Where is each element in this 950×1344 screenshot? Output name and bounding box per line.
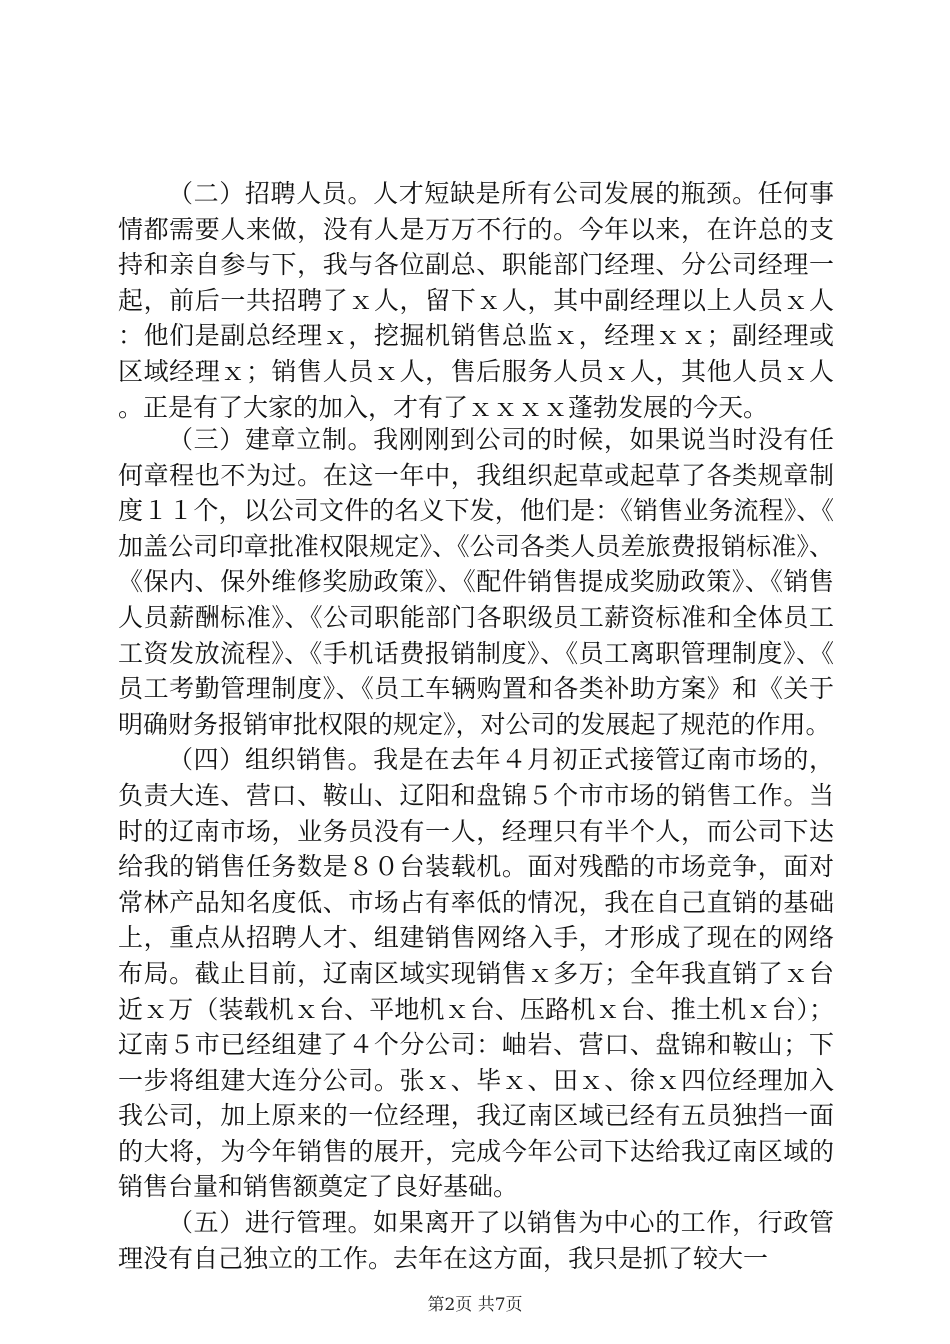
paragraph-sales: （四）组织销售。我是在去年４月初正式接管辽南市场的，负责大连、营口、鞍山、辽阳和盘锦５个市市场的销售工作。当时的辽南市场，业务员没有一人，经理只有半个人，而公司下达给我的销售任务数是８０台装载机。面对残酷的市场竞争，面对常林产品知名度低、市场占有率低的情况，我在自己直销的基础上，重点从招聘人才、组建销售网络入手，才形成了现在的网络布局。截止目前，辽南区域实现销售ｘ多万；全年我直销了ｘ台近ｘ万（装载机ｘ台、平地机ｘ台、压路机ｘ台、推土机ｘ台）；辽南５市已经组建了４个分公司：岫岩、营口、盘锦和鞍山；下一步将组建大连分公司。张ｘ、毕ｘ、田ｘ、徐ｘ四位经理加入我公司，加上原来的一位经理，我辽南区域已经有五员独挡一面的大将，为今年销售的展开，完成今年公司下达给我辽南区域的销售台量和销售额奠定了良好基础。	[118, 745, 834, 1202]
section-recruitment	[118, 176, 834, 425]
paragraph-rules: （三）建章立制。我刚刚到公司的时候，如果说当时没有任何章程也不为过。在这一年中，我组织起草或起草了各类规章制度１１个，以公司文件的名义下发，他们是：《销售业务流程》、《加盖公司印章批准权限规定》、《公司各类人员差旅费报销标准》、《保内、保外维修奖励政策》、《配件销售提成奖励政策》、《销售人员薪酬标准》、《公司职能部门各职级员工薪资标准和全体员工工资发放流程》、《手机话费报销制度》、《员工离职管理制度》、《员工考勤管理制度》、《员工车辆购置和各类补助方案》和《关于明确财务报销审批权限的规定》，对公司的发展起了规范的作用。	[118, 425, 834, 739]
section-rules-and-sales	[118, 422, 834, 1276]
paragraph-recruitment: （二）招聘人员。人才短缺是所有公司发展的瓶颈。任何事情都需要人来做，没有人是万万不行的。今年以来，在许总的支持和亲自参与下，我与各位副总、职能部门经理、分公司经理一起，前后一共招聘了ｘ人，留下ｘ人，其中副经理以上人员ｘ人：他们是副总经理ｘ，挖掘机销售总监ｘ，经理ｘｘ；副经理或区域经理ｘ；销售人员ｘ人，售后服务人员ｘ人，其他人员ｘ人。正是有了大家的加入，才有了ｘｘｘｘ蓬勃发展的今天。	[118, 179, 834, 422]
page-footer: 第2页 共7页	[427, 1295, 523, 1315]
paragraph-management: （五）进行管理。如果离开了以销售为中心的工作，行政管理没有自己独立的工作。去年在这方面，我只是抓了较大一	[118, 1208, 834, 1273]
